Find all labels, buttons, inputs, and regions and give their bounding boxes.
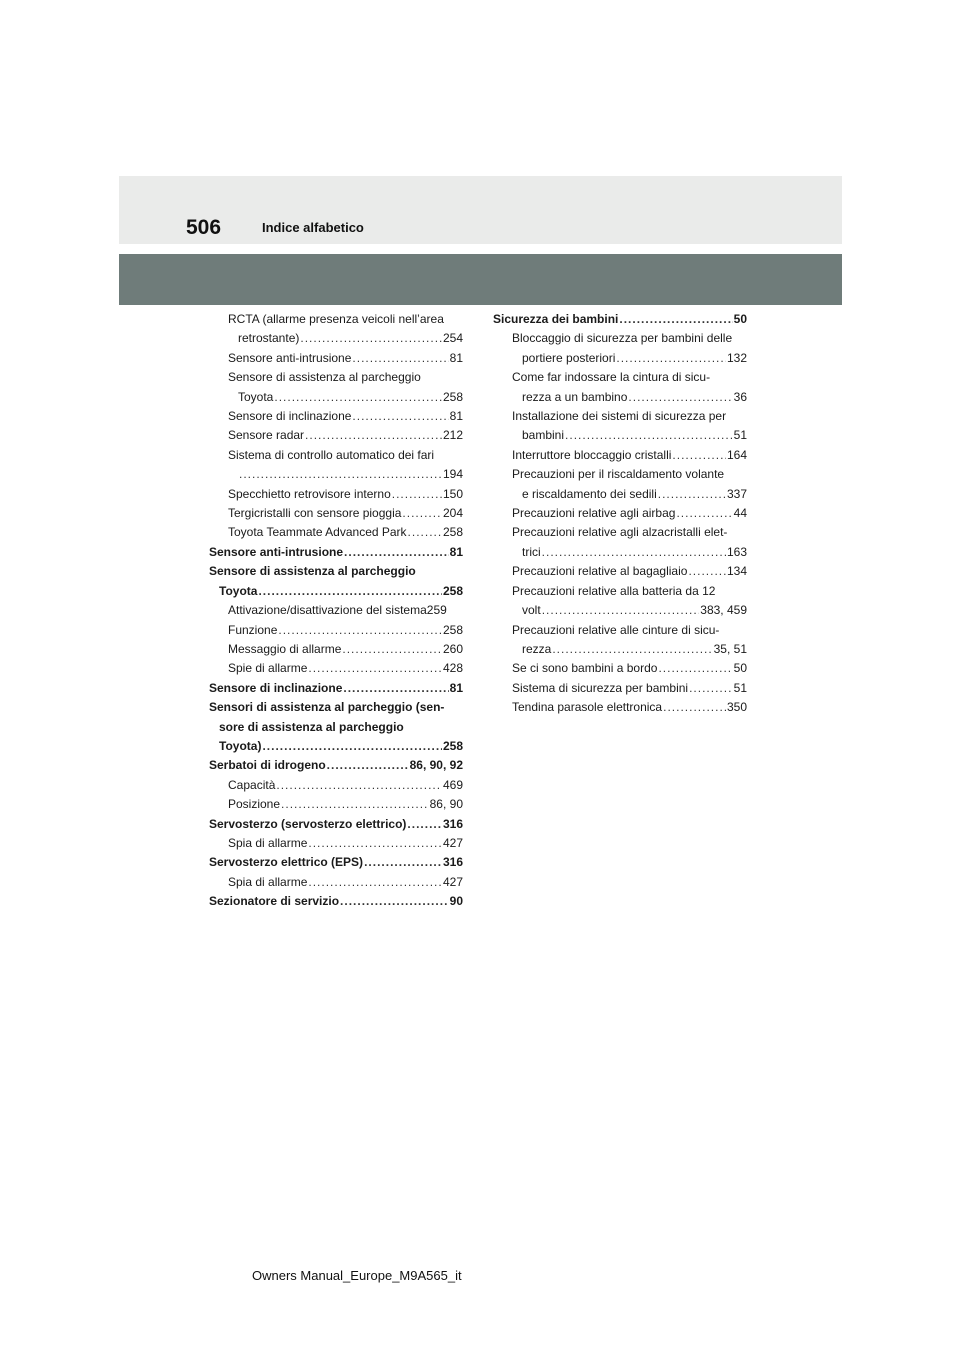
index-entry	[493, 698, 747, 717]
index-entry-page: 81	[449, 409, 463, 424]
index-entry-text: Precauzioni relative agli alzacristalli elet-	[512, 525, 728, 540]
index-entry-text: Capacità	[228, 777, 276, 792]
index-entry-page: 164	[726, 447, 747, 462]
index-entry	[493, 621, 747, 640]
dot-leader	[308, 659, 442, 678]
index-entry-text: Sezionatore di servizio	[209, 894, 340, 909]
index-entry-text: Servosterzo (servosterzo elettrico)	[209, 816, 407, 831]
index-entry-text: Attivazione/disattivazione del sistema259	[228, 603, 447, 618]
index-column-right	[493, 310, 747, 718]
dot-leader	[542, 543, 726, 562]
index-column-left	[209, 310, 463, 912]
index-entry	[493, 426, 747, 445]
page-number: 506	[186, 216, 222, 239]
index-entry-page: 258	[442, 389, 463, 404]
index-entry	[209, 310, 463, 329]
dot-leader	[619, 310, 732, 329]
index-entry	[493, 582, 747, 601]
index-entry	[209, 756, 463, 775]
index-entry-text: Sicurezza dei bambini	[493, 312, 619, 326]
index-entry	[209, 407, 463, 426]
footer-document-id: Owners Manual_Europe_M9A565_it	[252, 1268, 462, 1283]
index-entry-text: Sensore di assistenza al parcheggio	[228, 370, 421, 385]
index-entry	[209, 737, 463, 756]
index-entry-page: 427	[442, 835, 463, 850]
index-entry-text: Sensore di inclinazione	[209, 680, 343, 695]
index-entry	[209, 601, 463, 620]
index-entry	[209, 485, 463, 504]
index-entry-text: Toyota	[238, 389, 274, 404]
section-title: Indice alfabetico	[262, 220, 364, 235]
index-entry-text: Se ci sono bambini a bordo	[512, 661, 658, 676]
index-entry-text: Installazione dei sistemi di sicurezza per	[512, 409, 727, 424]
index-entry-text: Precauzioni relative alle cinture di sicu-	[512, 622, 720, 637]
index-entry-page: 81	[449, 680, 463, 695]
index-entry-text: Funzione	[228, 622, 278, 637]
index-entry-page: 212	[442, 428, 463, 443]
index-entry	[209, 426, 463, 445]
dot-leader	[340, 892, 449, 911]
index-entry-text: portiere posteriori	[522, 350, 616, 365]
dot-leader	[407, 815, 442, 834]
dot-leader	[300, 329, 442, 348]
index-entry-text: bambini	[522, 428, 565, 443]
index-entry	[209, 834, 463, 853]
dot-leader	[616, 349, 726, 368]
index-entry-page: 86, 90	[429, 797, 463, 812]
dot-leader	[392, 485, 442, 504]
dot-leader	[327, 756, 409, 775]
dot-leader	[658, 485, 726, 504]
index-entry-page: 316	[442, 816, 463, 831]
index-entry	[209, 388, 463, 407]
index-entry-text: Sensori di assistenza al parcheggio (sen-	[209, 700, 445, 715]
header-bar	[119, 254, 842, 305]
dot-leader	[258, 582, 442, 601]
index-entry	[209, 640, 463, 659]
index-entry	[493, 465, 747, 484]
dot-leader	[344, 543, 449, 562]
index-entry-page: 81	[449, 350, 463, 365]
index-entry-page: 50	[733, 312, 747, 326]
index-entry-text: sore di assistenza al parcheggio	[219, 719, 404, 734]
dot-leader	[689, 679, 733, 698]
dot-leader	[364, 853, 442, 872]
index-entry-page: 260	[442, 641, 463, 656]
dot-leader	[305, 426, 442, 445]
dot-leader	[552, 640, 712, 659]
index-entry-page: 383, 459	[700, 603, 747, 618]
index-entry-text: Sensore radar	[228, 428, 305, 443]
index-entry	[209, 465, 463, 484]
index-entry	[209, 349, 463, 368]
index-entry	[209, 543, 463, 562]
dot-leader	[658, 659, 732, 678]
index-entry-text: rezza a un bambino	[522, 389, 628, 404]
index-entry	[493, 504, 747, 523]
index-entry	[209, 659, 463, 678]
index-entry	[209, 562, 463, 581]
index-entry	[209, 504, 463, 523]
index-entry-text: retrostante)	[238, 331, 300, 346]
index-entry-page: 150	[442, 486, 463, 501]
index-entry-text: Tergicristalli con sensore pioggia	[228, 506, 402, 521]
index-entry-page: 90	[449, 894, 463, 909]
header-band	[119, 176, 842, 244]
index-entry	[493, 679, 747, 698]
index-entry-page: 469	[442, 777, 463, 792]
dot-leader	[352, 407, 448, 426]
index-entry	[209, 776, 463, 795]
index-entry-page: 51	[733, 428, 747, 443]
dot-leader	[343, 679, 448, 698]
index-entry	[493, 659, 747, 678]
index-entry-page: 44	[733, 506, 747, 521]
index-entry-page: 81	[449, 544, 463, 559]
index-entry-text: Bloccaggio di sicurezza per bambini delle	[512, 331, 733, 346]
index-entry-text: Messaggio di allarme	[228, 641, 342, 656]
index-entry	[209, 368, 463, 387]
index-entry	[493, 310, 747, 329]
index-entry-page: 258	[442, 738, 463, 753]
dot-leader	[308, 834, 442, 853]
dot-leader	[408, 523, 442, 542]
index-entry	[209, 795, 463, 814]
index-entry	[493, 485, 747, 504]
index-entry-text: rezza	[522, 641, 552, 656]
index-entry	[209, 873, 463, 892]
dot-leader	[308, 873, 442, 892]
index-entry-text: Toyota Teammate Advanced Park	[228, 525, 407, 540]
index-entry-page: 204	[442, 506, 463, 521]
index-entry	[209, 892, 463, 911]
index-entry-text: Specchietto retrovisore interno	[228, 486, 391, 501]
dot-leader	[688, 562, 726, 581]
index-entry-text: e riscaldamento dei sedili	[522, 486, 657, 501]
index-entry-text: Sistema di sicurezza per bambini	[512, 680, 689, 695]
dot-leader	[342, 640, 442, 659]
index-entry-text: RCTA (allarme presenza veicoli nell’area	[228, 312, 444, 326]
dot-leader	[281, 795, 429, 814]
index-entry-text: Come far indossare la cintura di sicu-	[512, 370, 711, 385]
dot-leader	[676, 504, 732, 523]
index-entry	[209, 621, 463, 640]
index-entry	[209, 582, 463, 601]
index-entry	[493, 349, 747, 368]
index-entry-text: trici	[522, 544, 541, 559]
index-entry-page: 337	[726, 486, 747, 501]
index-entry-text: volt	[522, 603, 541, 618]
index-entry-page: 36	[733, 389, 747, 404]
index-entry	[493, 562, 747, 581]
index-entry	[493, 388, 747, 407]
index-entry-page: 258	[442, 525, 463, 540]
index-entry	[493, 407, 747, 426]
index-entry-page: 50	[733, 661, 747, 676]
dot-leader	[542, 601, 700, 620]
index-entry-text: Precauzioni per il riscaldamento volante	[512, 467, 725, 482]
index-entry-text: Serbatoi di idrogeno	[209, 758, 326, 773]
index-entry-page: 350	[726, 700, 747, 715]
index-entry-text: Interruttore bloccaggio cristalli	[512, 447, 672, 462]
index-entry-page: 194	[442, 467, 463, 482]
index-entry-page: 258	[442, 583, 463, 598]
index-entry-text: Sensore anti-intrusione	[209, 544, 344, 559]
index-entry	[493, 640, 747, 659]
index-entry	[209, 523, 463, 542]
index-entry	[493, 368, 747, 387]
index-entry-text: Spia di allarme	[228, 835, 308, 850]
dot-leader	[276, 776, 442, 795]
dot-leader	[672, 446, 726, 465]
index-entry-page: 163	[726, 544, 747, 559]
index-entry-text: Spie di allarme	[228, 661, 308, 676]
index-entry-page: 86, 90, 92	[409, 758, 463, 773]
index-entry-page: 132	[726, 350, 747, 365]
index-entry	[209, 679, 463, 698]
index-entry	[209, 446, 463, 465]
dot-leader	[663, 698, 726, 717]
index-entry-text: Toyota)	[219, 738, 262, 753]
index-entry	[493, 446, 747, 465]
index-entry-text: Tendina parasole elettronica	[512, 700, 663, 715]
index-entry-page: 316	[442, 855, 463, 870]
index-entry	[209, 329, 463, 348]
index-entry-text: Servosterzo elettrico (EPS)	[209, 855, 364, 870]
index-entry-text: Spia di allarme	[228, 874, 308, 889]
dot-leader	[274, 388, 442, 407]
index-entry-text: Toyota	[219, 583, 258, 598]
index-entry	[493, 543, 747, 562]
dot-leader	[278, 621, 442, 640]
index-entry-text: Posizione	[228, 797, 281, 812]
dot-leader	[628, 388, 732, 407]
dot-leader	[239, 465, 442, 484]
index-entry	[209, 815, 463, 834]
index-entry-text: Precauzioni relative al bagagliaio	[512, 564, 688, 579]
dot-leader	[565, 426, 733, 445]
index-entry-text: Precauzioni relative agli airbag	[512, 506, 676, 521]
index-entry	[209, 718, 463, 737]
index-entry-page: 51	[733, 680, 747, 695]
dot-leader	[262, 737, 442, 756]
index-entry	[493, 329, 747, 348]
index-entry-page: 428	[442, 661, 463, 676]
index-entry	[493, 523, 747, 542]
index-entry	[209, 853, 463, 872]
index-entry	[209, 698, 463, 717]
index-entry-text: Precauzioni relative alla batteria da 12	[512, 583, 716, 598]
index-entry-page: 258	[442, 622, 463, 637]
dot-leader	[352, 349, 448, 368]
index-entry-text: Sensore di assistenza al parcheggio	[209, 564, 416, 579]
index-entry-text: Sensore anti-intrusione	[228, 350, 352, 365]
index-entry-page: 254	[442, 331, 463, 346]
index-entry-text: Sistema di controllo automatico dei fari	[228, 447, 435, 462]
index-entry-page: 35, 51	[713, 641, 747, 656]
index-entry	[493, 601, 747, 620]
index-entry-page: 134	[726, 564, 747, 579]
index-entry-text: Sensore di inclinazione	[228, 409, 352, 424]
dot-leader	[402, 504, 442, 523]
index-entry-page: 427	[442, 874, 463, 889]
